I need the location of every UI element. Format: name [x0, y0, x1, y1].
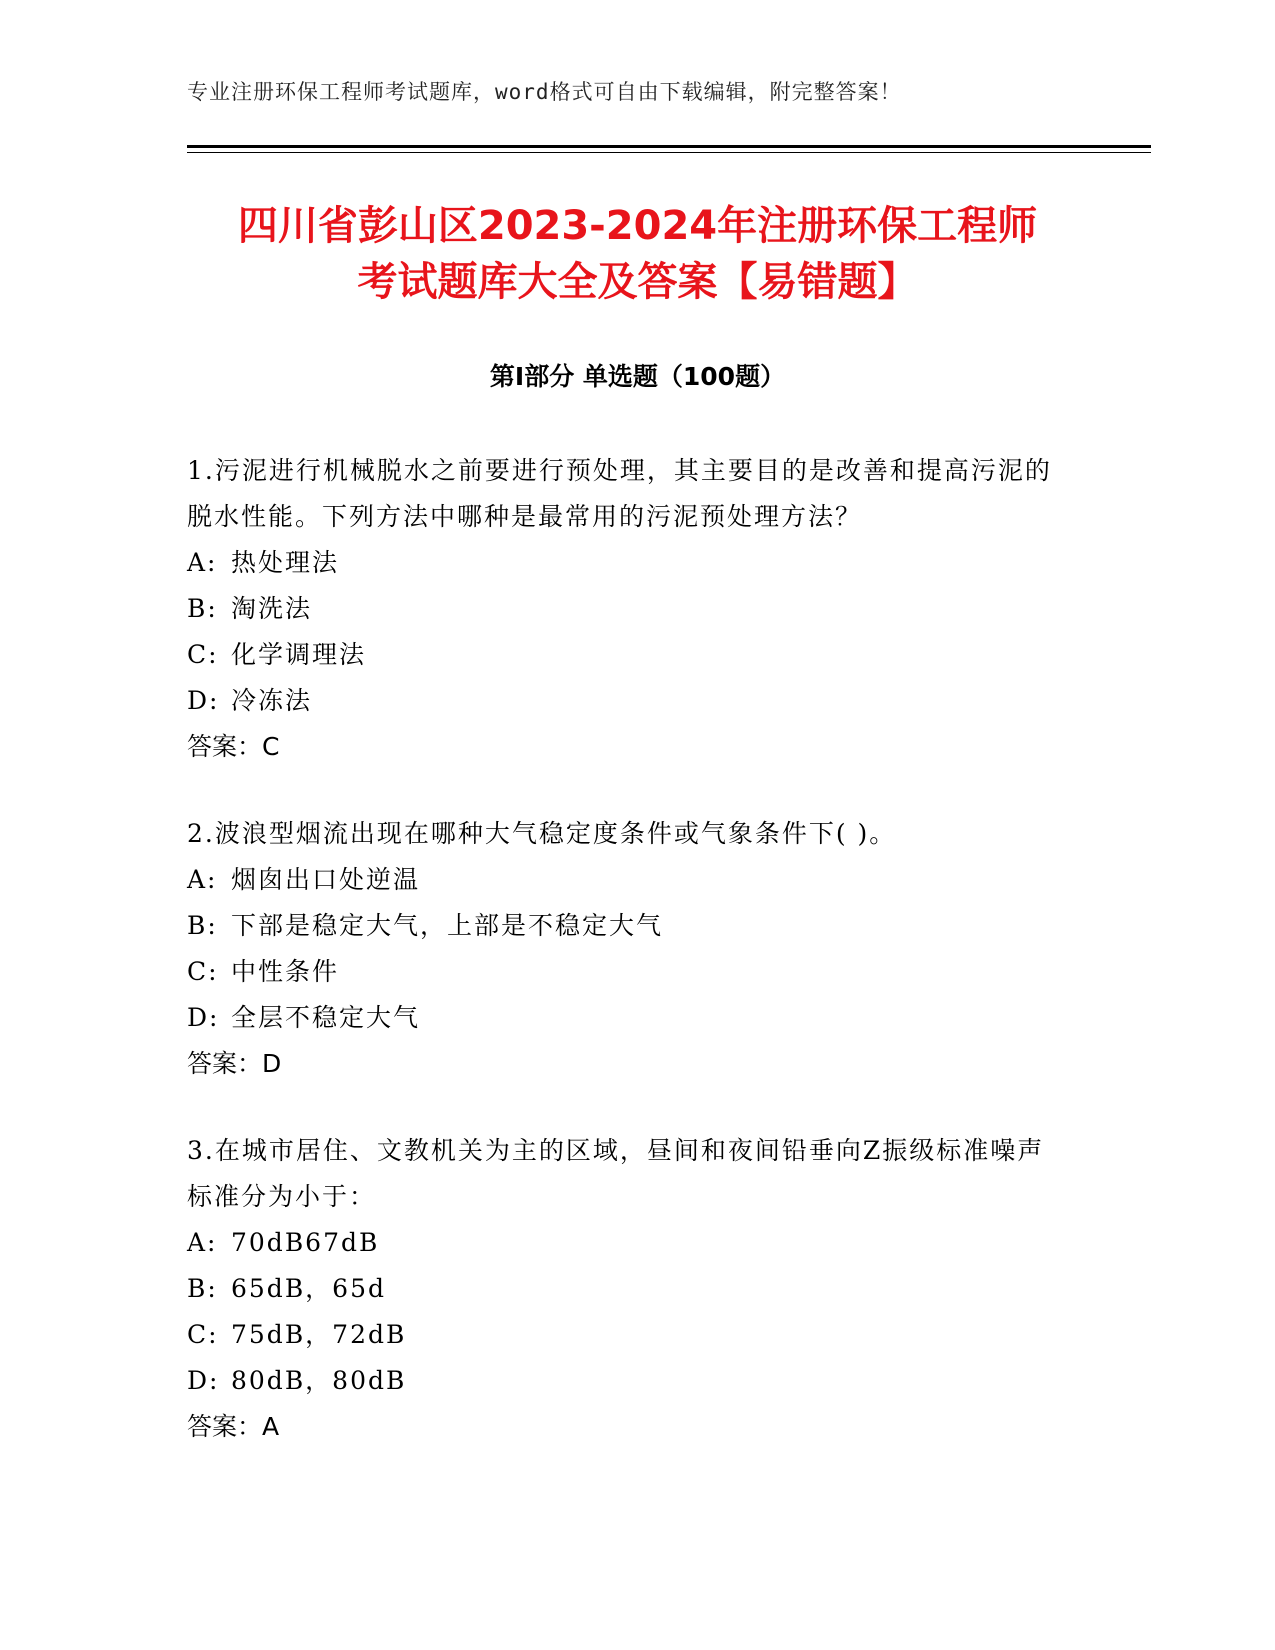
option-a [187, 1220, 1067, 1266]
option-d [187, 678, 1067, 724]
option-key: A: [187, 548, 218, 577]
option-c [187, 1312, 1067, 1358]
answer: 答案：C [187, 732, 280, 761]
option-text: 65dB，65d [231, 1274, 387, 1303]
title-line-2: 考试题库大全及答案【易错题】 [357, 259, 918, 305]
option-key: A: [187, 1228, 218, 1257]
option-text: 75dB，72dB [231, 1320, 407, 1349]
option-key: B: [187, 1274, 218, 1303]
question-2 [187, 811, 1067, 1087]
option-b [187, 586, 1067, 632]
option-key: D: [187, 686, 220, 715]
option-text: 烟囱出口处逆温 [231, 865, 421, 894]
option-text: 淘洗法 [231, 594, 313, 623]
header-note: 专业注册环保工程师考试题库，word格式可自由下载编辑，附完整答案！ [187, 80, 902, 104]
question-stem: 2.波浪型烟流出现在哪种大气稳定度条件或气象条件下( )。 [187, 819, 897, 848]
option-text: 化学调理法 [231, 640, 367, 669]
document-title [150, 198, 1125, 310]
option-key: D: [187, 1366, 220, 1395]
option-c [187, 632, 1067, 678]
title-line-1: 四川省彭山区2023-2024年注册环保工程师 [237, 203, 1038, 249]
section-heading: 第Ⅰ部分 单选题（100题） [489, 362, 786, 391]
option-text: 下部是稳定大气，上部是不稳定大气 [231, 911, 664, 940]
option-b [187, 903, 1067, 949]
answer: 答案：A [187, 1412, 280, 1441]
option-text: 热处理法 [231, 548, 340, 577]
option-key: A: [187, 865, 218, 894]
option-key: B: [187, 594, 218, 623]
option-a [187, 540, 1067, 586]
option-key: C: [187, 957, 219, 986]
option-c [187, 949, 1067, 995]
option-key: D: [187, 1003, 220, 1032]
option-key: B: [187, 911, 218, 940]
answer: 答案：D [187, 1049, 282, 1078]
option-d [187, 995, 1067, 1041]
question-3 [187, 1128, 1067, 1450]
question-list [187, 448, 1067, 1491]
question-stem: 3.在城市居住、文教机关为主的区域，昼间和夜间铅垂向Z振级标准噪声标准分为小于： [187, 1136, 1045, 1211]
option-key: C: [187, 640, 219, 669]
header-divider-thick [187, 145, 1151, 148]
option-a [187, 857, 1067, 903]
option-text: 80dB，80dB [231, 1366, 407, 1395]
option-key: C: [187, 1320, 219, 1349]
option-d [187, 1358, 1067, 1404]
option-text: 70dB67dB [231, 1228, 380, 1257]
option-text: 中性条件 [231, 957, 340, 986]
option-text: 冷冻法 [231, 686, 313, 715]
option-b [187, 1266, 1067, 1312]
question-1 [187, 448, 1067, 770]
question-stem: 1.污泥进行机械脱水之前要进行预处理，其主要目的是改善和提高污泥的脱水性能。下列方法中哪种是最常用的污泥预处理方法？ [187, 456, 1052, 531]
option-text: 全层不稳定大气 [231, 1003, 421, 1032]
header-divider-thin [187, 152, 1151, 153]
